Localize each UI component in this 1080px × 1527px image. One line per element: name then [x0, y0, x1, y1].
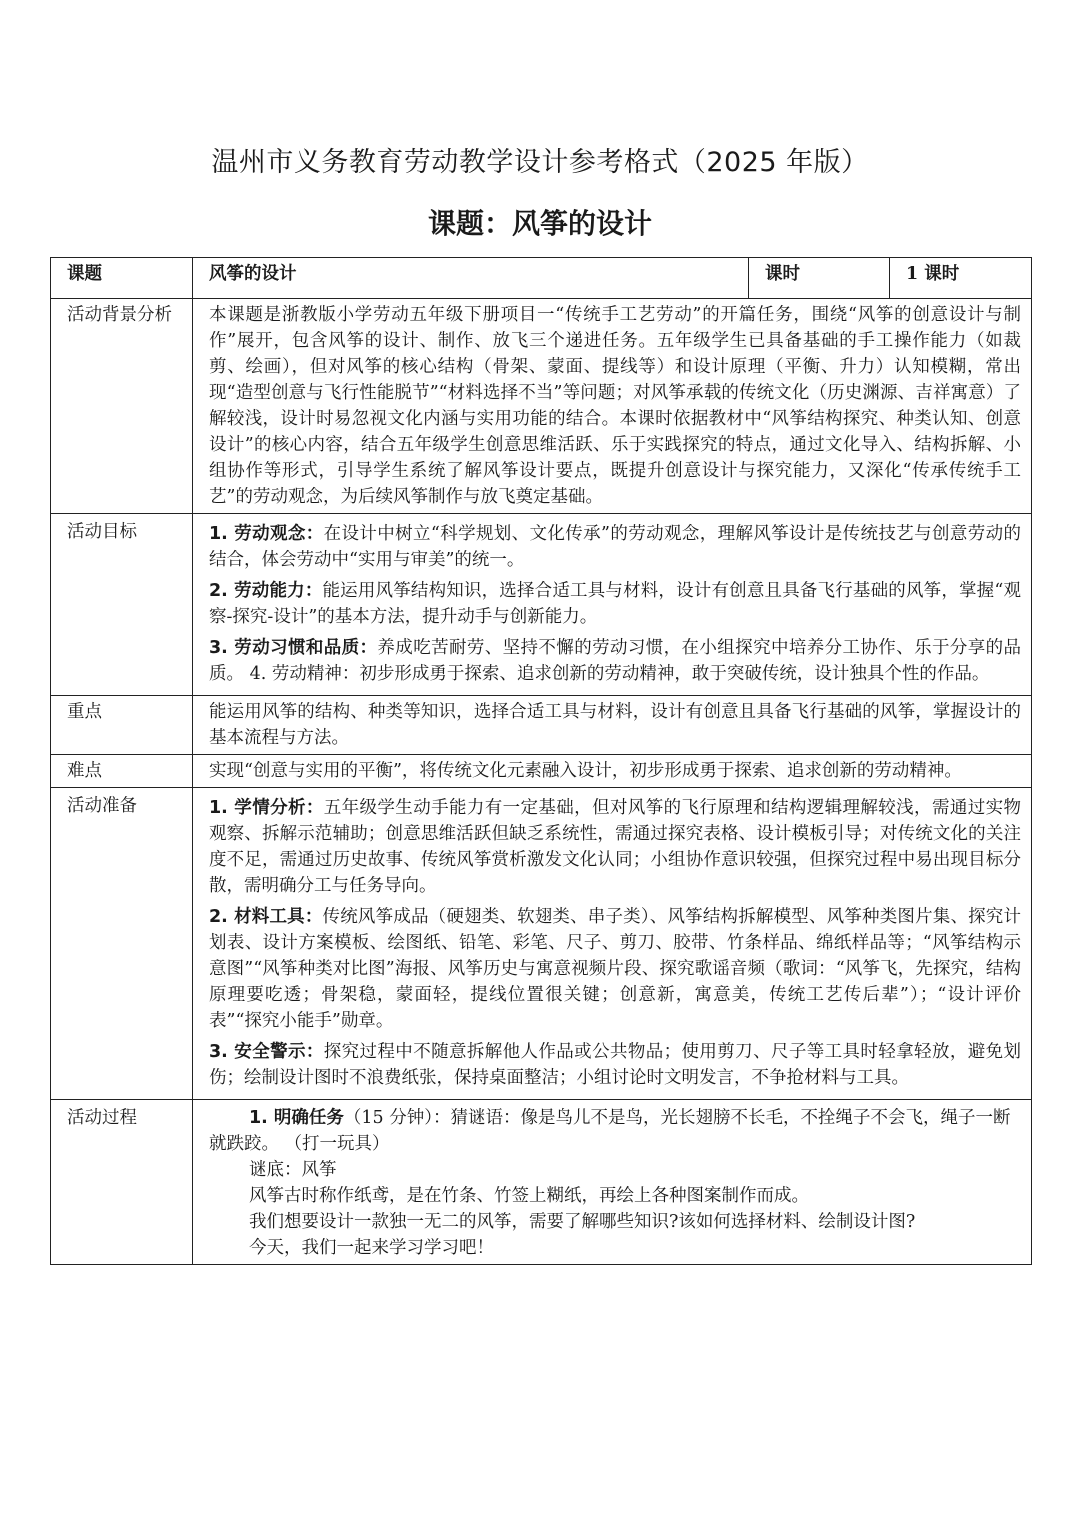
difficulty-cell	[193, 755, 1032, 788]
process-step-key: 1. 明确任务	[249, 1108, 344, 1128]
background-text: 本课题是浙教版小学劳动五年级下册项目一“传统手工艺劳动”的开篇任务，围绕“风筝的创意设计与制作”展开，包含风筝的设计、制作、放飞三个递进任务。五年级学生已具备基础的手工操作能力（如裁剪、绘画），但对风筝的核心结构（骨架、蒙面、提线等）和设计原理（平衡、升力）认知模糊，常出现“造型创意与飞行性能脱节”“材料选择不当”等问题；对风筝承载的传统文化（历史渊源、吉祥寓意）了解较浅，设计时易忽视文化内涵与实用功能的结合。本课时依据教材中“风筝结构探究、种类认知、创意设计”的核心内容，结合五年级学生创意思维活跃、乐于实践探究的特点，通过文化导入、结构拆解、小组协作等形式，引导学生系统了解风筝设计要点，既提升创意设计与探究能力，又深化“传承传统手工艺”的劳动观念，为后续风筝制作与放飞奠定基础。	[209, 305, 1021, 507]
period-label: 课时	[749, 258, 890, 299]
preparation-label: 活动准备	[51, 788, 193, 1100]
preparation-item	[209, 795, 1021, 899]
process-step-text: （15 分钟）：猜谜语：像是鸟儿不是鸟，光长翅膀不长毛，不拴绳子不会飞，绳子一断就跌跤。 （打一玩具）	[209, 1108, 1011, 1154]
preparation-item	[209, 1039, 1021, 1091]
process-step	[209, 1105, 1021, 1157]
difficulty-label: 难点	[51, 755, 193, 788]
preparation-key: 2. 材料工具：	[209, 907, 323, 927]
process-line: 风筝古时称作纸鸢，是在竹条、竹签上糊纸，再绘上各种图案制作而成。	[249, 1186, 809, 1206]
goals-row	[51, 514, 1032, 696]
key-point-row	[51, 696, 1032, 755]
process-label: 活动过程	[51, 1100, 193, 1265]
preparation-cell	[193, 788, 1032, 1100]
goal-text: 能运用风筝结构知识，选择合适工具与材料，设计有创意且具备飞行基础的风筝，掌握“观察-探究-设计”的基本方法，提升动手与创新能力。	[209, 581, 1021, 627]
lesson-plan-table	[50, 257, 1032, 1265]
difficulty-text: 实现“创意与实用的平衡”，将传统文化元素融入设计，初步形成勇于探索、追求创新的劳动精神。	[209, 761, 962, 781]
process-line: 谜底：风筝	[249, 1160, 337, 1180]
preparation-text: 传统风筝成品（硬翅类、软翅类、串子类）、风筝结构拆解模型、风筝种类图片集、探究计划表、设计方案模板、绘图纸、铅笔、彩笔、尺子、剪刀、胶带、竹条样品、绵纸样品等；“风筝结构示意图”“风筝种类对比图”海报、风筝历史与寓意视频片段、探究歌谣音频（歌词：“风筝飞，先探究，结构原理要吃透；骨架稳，蒙面轻，提线位置很关键；创意新，寓意美，传统工艺传后辈”）；“设计评价表”“探究小能手”勋章。	[209, 907, 1021, 1031]
header-row	[51, 258, 1032, 299]
key-point-text: 能运用风筝的结构、种类等知识，选择合适工具与材料，设计有创意且具备飞行基础的风筝，掌握设计的基本流程与方法。	[209, 702, 1021, 748]
process-row	[51, 1100, 1032, 1265]
goal-key: 1. 劳动观念：	[209, 524, 324, 544]
preparation-key: 3. 安全警示：	[209, 1042, 324, 1062]
background-row	[51, 299, 1032, 514]
background-cell	[193, 299, 1032, 514]
lesson-title: 课题：风筝的设计	[427, 207, 652, 240]
goal-text: 在设计中树立“科学规划、文化传承”的劳动观念，理解风筝设计是传统技艺与创意劳动的结合，体会劳动中“实用与审美”的统一。	[209, 524, 1022, 570]
preparation-text: 五年级学生动手能力有一定基础，但对风筝的飞行原理和结构逻辑理解较浅，需通过实物观察、拆解示范辅助；创意思维活跃但缺乏系统性，需通过探究表格、设计模板引导；对传统文化的关注度不足，需通过历史故事、传统风筝赏析激发文化认同；小组协作意识较强，但探究过程中易出现目标分散，需明确分工与任务导向。	[209, 798, 1021, 896]
document-title: 温州市义务教育劳动教学设计参考格式（2025 年版）	[211, 147, 869, 178]
preparation-key: 1. 学情分析：	[209, 798, 324, 818]
goals-label: 活动目标	[51, 514, 193, 696]
key-point-label: 重点	[51, 696, 193, 755]
goal-text: 养成吃苦耐劳、坚持不懈的劳动习惯，在小组探究中培养分工协作、乐于分享的品质。 4. 劳动精神：初步形成勇于探索、追求创新的劳动精神，敢于突破传统，设计独具个性的作品。	[209, 638, 1022, 684]
preparation-text: 探究过程中不随意拆解他人作品或公共物品；使用剪刀、尺子等工具时轻拿轻放，避免划伤；绘制设计图时不浪费纸张，保持桌面整洁；小组讨论时文明发言，不争抢材料与工具。	[209, 1042, 1021, 1088]
process-line: 我们想要设计一款独一无二的风筝，需要了解哪些知识?该如何选择材料、绘制设计图?	[249, 1212, 916, 1232]
goal-key: 3. 劳动习惯和品质：	[209, 638, 378, 658]
goal-key: 2. 劳动能力：	[209, 581, 323, 601]
goal-item	[209, 635, 1021, 687]
preparation-item	[209, 904, 1021, 1034]
topic-value: 风筝的设计	[193, 258, 749, 299]
preparation-row	[51, 788, 1032, 1100]
period-value: 1 课时	[890, 258, 1032, 299]
key-point-cell	[193, 696, 1032, 755]
process-line: 今天，我们一起来学习学习吧！	[249, 1238, 494, 1258]
difficulty-row	[51, 755, 1032, 788]
goal-item	[209, 578, 1021, 630]
background-label: 活动背景分析	[51, 299, 193, 514]
topic-label: 课题	[51, 258, 193, 299]
goals-cell	[193, 514, 1032, 696]
goal-item	[209, 521, 1021, 573]
process-cell	[193, 1100, 1032, 1265]
